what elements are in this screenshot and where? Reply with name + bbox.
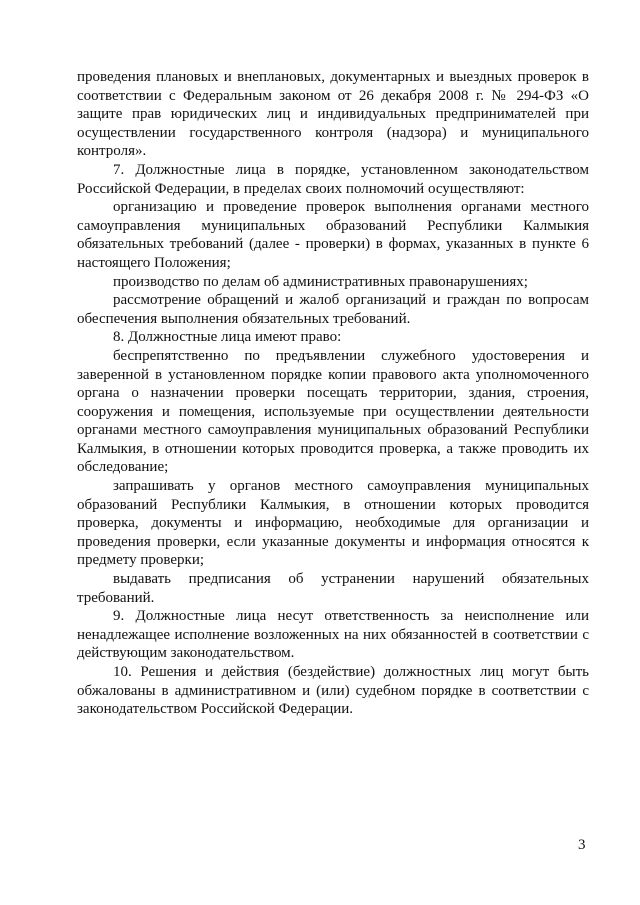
- paragraph-item-7-1: организацию и проведение проверок выполнения органами местного самоуправления муниципальных образований Республики Калмыкия обязательных требований (далее - проверки) в формах, указанных в пункте 6 настоящего Положения;: [77, 199, 589, 271]
- paragraph-item-7-2: производство по делам об административных правонарушениях;: [113, 273, 528, 290]
- paragraph-item-10: 10. Решения и действия (бездействие) должностных лиц могут быть обжалованы в административном и (или) судебном порядке в соответствии с законодательством Российской Федерации.: [77, 664, 589, 718]
- paragraph-item-7-3: рассмотрение обращений и жалоб организаций и граждан по вопросам обеспечения выполнения обязательных требований.: [77, 292, 589, 327]
- document-body: [77, 68, 589, 719]
- paragraph-item-9: 9. Должностные лица несут ответственность за неисполнение или ненадлежащее исполнение возложенных на них обязанностей в соответствии с действующим законодательством.: [77, 608, 589, 662]
- paragraph-item-8-3: выдавать предписания об устранении нарушений обязательных требований.: [77, 571, 589, 606]
- paragraph-item-8-2: запрашивать у органов местного самоуправления муниципальных образований Республики Калмыкия, в отношении которых проводится проверка, документы и информацию, необходимые для организации и проведения проверки, если указанные документы и информация относятся к предмету проверки;: [77, 478, 589, 569]
- paragraph-item-8: 8. Должностные лица имеют право:: [113, 329, 342, 346]
- paragraph-item-7: 7. Должностные лица в порядке, установленном законодательством Российской Федерации, в пределах своих полномочий осуществляют:: [77, 161, 589, 197]
- page-number: 3: [578, 837, 586, 853]
- paragraph-continuation: проведения плановых и внеплановых, документарных и выездных проверок в соответствии с Федеральным законом от 26 декабря 2008 г. № 294-ФЗ «О защите прав юридических лиц и индивидуальных предпринимателей при осуществлении государственного контроля (надзора) и муниципального контроля».: [77, 69, 589, 160]
- paragraph-item-8-1: беспрепятственно по предъявлении служебного удостоверения и заверенной в установленном порядке копии правового акта уполномоченного органа о назначении проверки посещать территории, здания, строения, сооружения и помещения, используемые при осуществлении деятельности органами местного самоуправления муниципальных образований Республики Калмыкия, в отношении которых проводится проверка, а также проводить их обследование;: [77, 347, 589, 476]
